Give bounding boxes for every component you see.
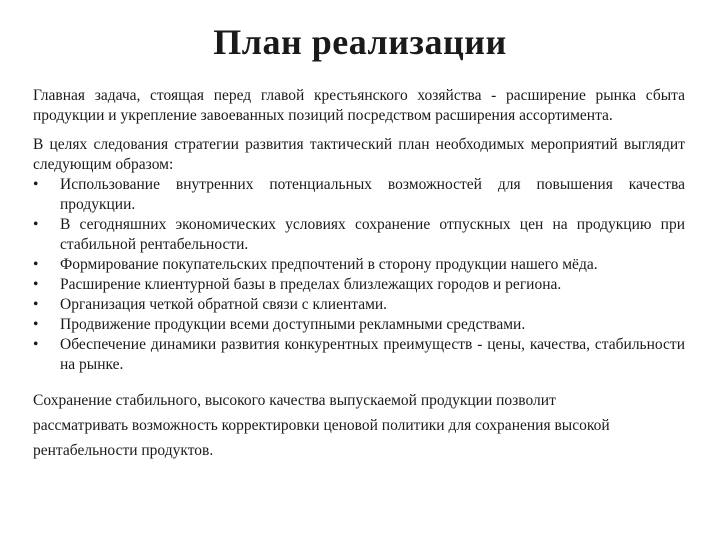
list-item: [33, 255, 685, 275]
list-item-text: Использование внутренних потенциальных возможностей для повышения качества продукции.: [60, 176, 685, 213]
list-item-text: Организация четкой обратной связи с клиентами.: [60, 296, 388, 313]
list-item-text: Расширение клиентурной базы в пределах близлежащих городов и региона.: [60, 276, 562, 293]
list-item: [33, 295, 685, 315]
list-item: [33, 175, 685, 215]
bullet-icon: •: [33, 256, 39, 273]
closing-paragraph: Сохранение стабильного, высокого качества выпускаемой продукции позволит рассматривать возможность корректировки ценовой политики для сохранения высокой рентабельности продуктов.: [33, 392, 610, 459]
list-item: [33, 215, 685, 255]
list-item: [33, 275, 685, 295]
paragraph-gap: [33, 126, 685, 135]
list-item-text: Продвижение продукции всеми доступными рекламными средствами.: [60, 316, 526, 333]
slide-body: [33, 86, 685, 463]
page-title: План реализации: [213, 22, 507, 62]
list-item-text: Обеспечение динамики развития конкурентных преимуществ - цены, качества, стабильности на рынке.: [60, 336, 685, 373]
strategy-lead: В целях следования стратегии развития тактический план необходимых мероприятий выглядит следующим образом:: [33, 136, 685, 173]
bullet-icon: •: [33, 276, 39, 293]
bullet-icon: •: [33, 176, 39, 193]
intro-paragraph: Главная задача, стоящая перед главой крестьянского хозяйства - расширение рынка сбыта продукции и укрепление завоеванных позиций посредством расширения ассортимента.: [33, 87, 685, 124]
bullet-icon: •: [33, 216, 39, 233]
bullet-icon: •: [33, 296, 39, 313]
bullet-icon: •: [33, 316, 39, 333]
list-item-text: В сегодняшних экономических условиях сохранение отпускных цен на продукцию при стабильной рентабельности.: [60, 216, 685, 253]
list-item: [33, 315, 685, 335]
measures-list: [33, 175, 685, 375]
list-item: [33, 335, 685, 375]
bullet-icon: •: [33, 336, 39, 353]
list-item-text: Формирование покупательских предпочтений в сторону продукции нашего мёда.: [60, 256, 598, 273]
